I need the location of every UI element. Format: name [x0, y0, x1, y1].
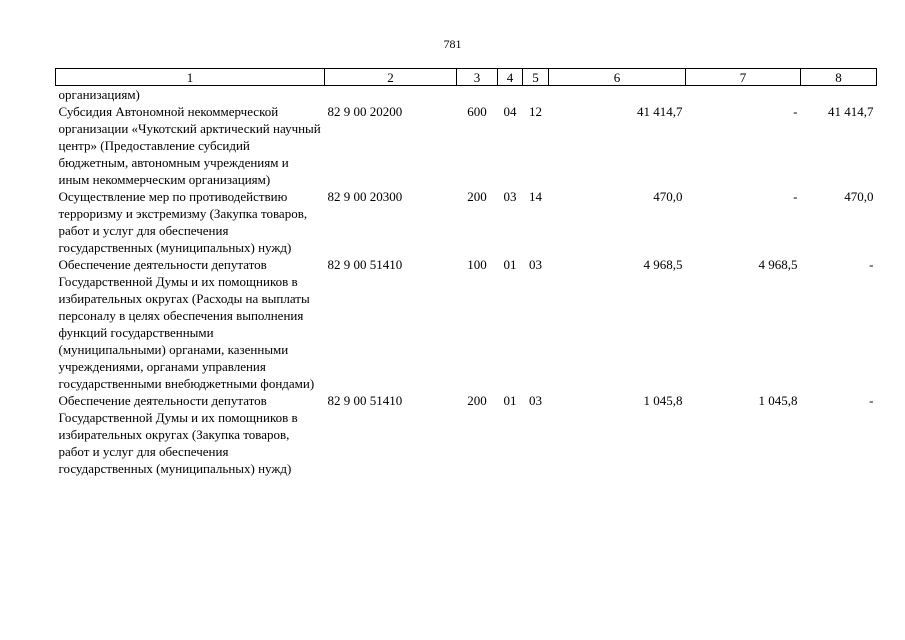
table-row	[56, 392, 877, 477]
section-code: 04	[503, 104, 517, 119]
amount-col8	[801, 86, 877, 104]
column-header: 5	[523, 69, 549, 86]
amount-col7: 1 045,8	[758, 393, 798, 408]
amount-col7: -	[793, 104, 798, 119]
subsection-code: 03	[529, 393, 542, 408]
amount-col8: -	[869, 393, 874, 408]
column-header: 8	[801, 69, 877, 86]
section-code: 01	[503, 393, 517, 408]
program-code: 82 9 00 51410	[327, 257, 403, 272]
expense-name: Обеспечение деятельности депутатов Государственной Думы и их помощников в избирательных округах (Расходы на выплаты персоналу в целях обеспечения выполнения функций государственными (муниципальными) органами, казенными учреждениями, органами управления государственными внебюджетными фондами)	[58, 257, 315, 391]
amount-total: 470,0	[653, 189, 683, 204]
program-code	[325, 86, 457, 104]
expense-type-code: 200	[467, 393, 487, 408]
program-code: 82 9 00 51410	[327, 393, 403, 408]
budget-table	[55, 68, 877, 477]
expense-type-code: 200	[467, 189, 487, 204]
table-header-row	[56, 69, 877, 86]
table-row	[56, 256, 877, 392]
amount-col7	[686, 86, 801, 104]
expense-type-code: 100	[467, 257, 487, 272]
section-code: 03	[503, 189, 517, 204]
expense-name: организациям)	[58, 87, 140, 102]
subsection-code: 14	[529, 189, 542, 204]
amount-col8: -	[869, 257, 874, 272]
amount-total: 41 414,7	[637, 104, 683, 119]
expense-name: Обеспечение деятельности депутатов Государственной Думы и их помощников в избирательных округах (Закупка товаров, работ и услуг для обеспечения государственных (муниципальных) нужд)	[58, 393, 298, 476]
column-header: 6	[549, 69, 686, 86]
page-number: 781	[443, 37, 462, 51]
column-header: 1	[56, 69, 325, 86]
subsection-code: 12	[529, 104, 542, 119]
expense-type-code: 600	[467, 104, 487, 119]
table-row	[56, 188, 877, 256]
amount-col8: 470,0	[844, 189, 874, 204]
table-row	[56, 103, 877, 188]
column-header: 2	[325, 69, 457, 86]
amount-col7: -	[793, 189, 798, 204]
program-code: 82 9 00 20200	[327, 104, 403, 119]
column-header: 7	[686, 69, 801, 86]
amount-col8: 41 414,7	[828, 104, 874, 119]
column-header: 4	[498, 69, 523, 86]
expense-name: Осуществление мер по противодействию терроризму и экстремизму (Закупка товаров, работ и услуг для обеспечения государственных (муниципальных) нужд)	[58, 189, 308, 255]
section-code	[498, 86, 523, 104]
section-code: 01	[503, 257, 517, 272]
table-row	[56, 86, 877, 104]
expense-type-code	[457, 86, 498, 104]
program-code: 82 9 00 20300	[327, 189, 403, 204]
column-header: 3	[457, 69, 498, 86]
amount-total: 4 968,5	[643, 257, 683, 272]
amount-total: 1 045,8	[643, 393, 683, 408]
subsection-code	[523, 86, 549, 104]
amount-col7: 4 968,5	[758, 257, 798, 272]
subsection-code: 03	[529, 257, 542, 272]
expense-name: Субсидия Автономной некоммерческой организации «Чукотский арктический научный центр» (Предоставление субсидий бюджетным, автономным учреждениям и иным некоммерческим организациям)	[58, 104, 321, 187]
amount-total	[549, 86, 686, 104]
